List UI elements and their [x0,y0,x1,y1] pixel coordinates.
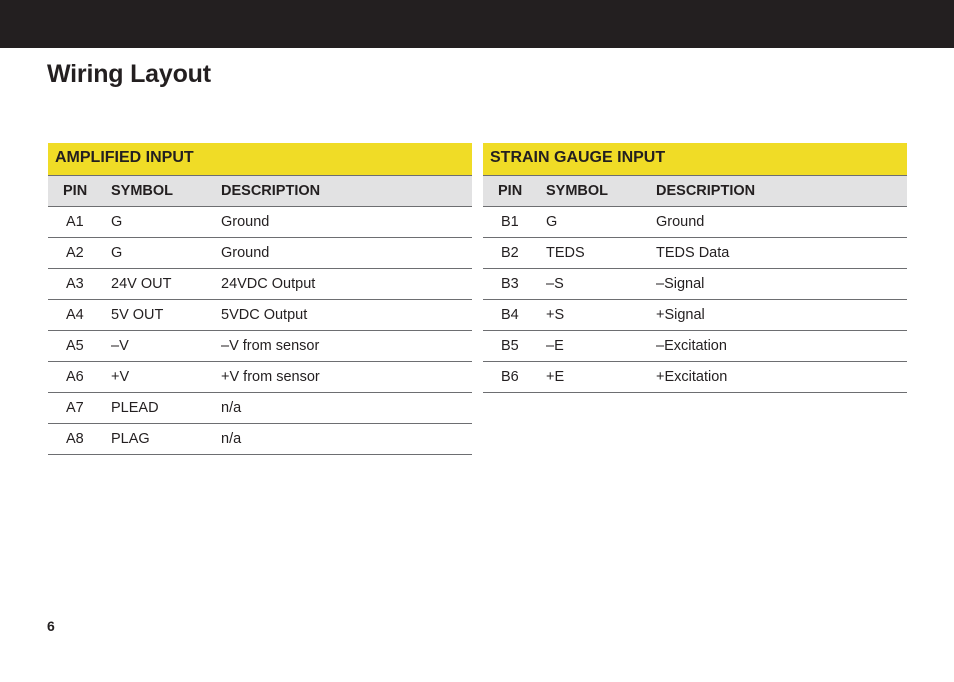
header-row [483,176,907,207]
pin-cell: A8 [48,424,111,455]
pin-cell: B1 [483,207,546,238]
symbol-cell: G [546,207,656,238]
description-cell: Ground [221,238,472,269]
amplified-input-table-block [48,143,472,455]
description-cell: 5VDC Output [221,300,472,331]
symbol-cell: –E [546,331,656,362]
table-row [483,207,907,238]
symbol-header: SYMBOL [546,176,656,207]
symbol-cell: –S [546,269,656,300]
symbol-cell: 24V OUT [111,269,221,300]
symbol-cell: +V [111,362,221,393]
table-row [483,238,907,269]
strain-gauge-input-title: STRAIN GAUGE INPUT [483,143,907,175]
table-row [48,393,472,424]
symbol-cell: –V [111,331,221,362]
description-cell: +V from sensor [221,362,472,393]
symbol-cell: +E [546,362,656,393]
description-header: DESCRIPTION [656,176,907,207]
symbol-cell: PLEAD [111,393,221,424]
description-cell: +Excitation [656,362,907,393]
description-cell: –Excitation [656,331,907,362]
symbol-cell: PLAG [111,424,221,455]
table-row [483,300,907,331]
pin-cell: A4 [48,300,111,331]
page-number: 6 [47,618,55,634]
table-row [48,238,472,269]
table-row [483,269,907,300]
description-cell: TEDS Data [656,238,907,269]
amplified-input-table [48,175,472,455]
description-cell: n/a [221,393,472,424]
description-cell: Ground [656,207,907,238]
pin-cell: A1 [48,207,111,238]
table-row [48,331,472,362]
pin-cell: A2 [48,238,111,269]
pin-header: PIN [48,176,111,207]
description-cell: n/a [221,424,472,455]
strain-gauge-input-table-block [483,143,907,393]
pin-cell: A6 [48,362,111,393]
pin-cell: B3 [483,269,546,300]
symbol-cell: TEDS [546,238,656,269]
symbol-cell: G [111,238,221,269]
strain-gauge-input-table [483,175,907,393]
pin-cell: B6 [483,362,546,393]
pin-header: PIN [483,176,546,207]
pin-cell: B2 [483,238,546,269]
table-row [48,424,472,455]
symbol-header: SYMBOL [111,176,221,207]
pin-cell: B4 [483,300,546,331]
header-row [48,176,472,207]
pin-cell: A7 [48,393,111,424]
table-row [48,207,472,238]
symbol-cell: G [111,207,221,238]
table-row [483,362,907,393]
pin-cell: A5 [48,331,111,362]
description-cell: +Signal [656,300,907,331]
top-bar [0,0,954,48]
table-row [483,331,907,362]
table-row [48,269,472,300]
description-cell: Ground [221,207,472,238]
description-header: DESCRIPTION [221,176,472,207]
description-cell: 24VDC Output [221,269,472,300]
table-row [48,362,472,393]
pin-cell: A3 [48,269,111,300]
pin-cell: B5 [483,331,546,362]
page-title: Wiring Layout [47,60,211,88]
description-cell: –V from sensor [221,331,472,362]
amplified-input-title: AMPLIFIED INPUT [48,143,472,175]
symbol-cell: +S [546,300,656,331]
symbol-cell: 5V OUT [111,300,221,331]
table-row [48,300,472,331]
description-cell: –Signal [656,269,907,300]
